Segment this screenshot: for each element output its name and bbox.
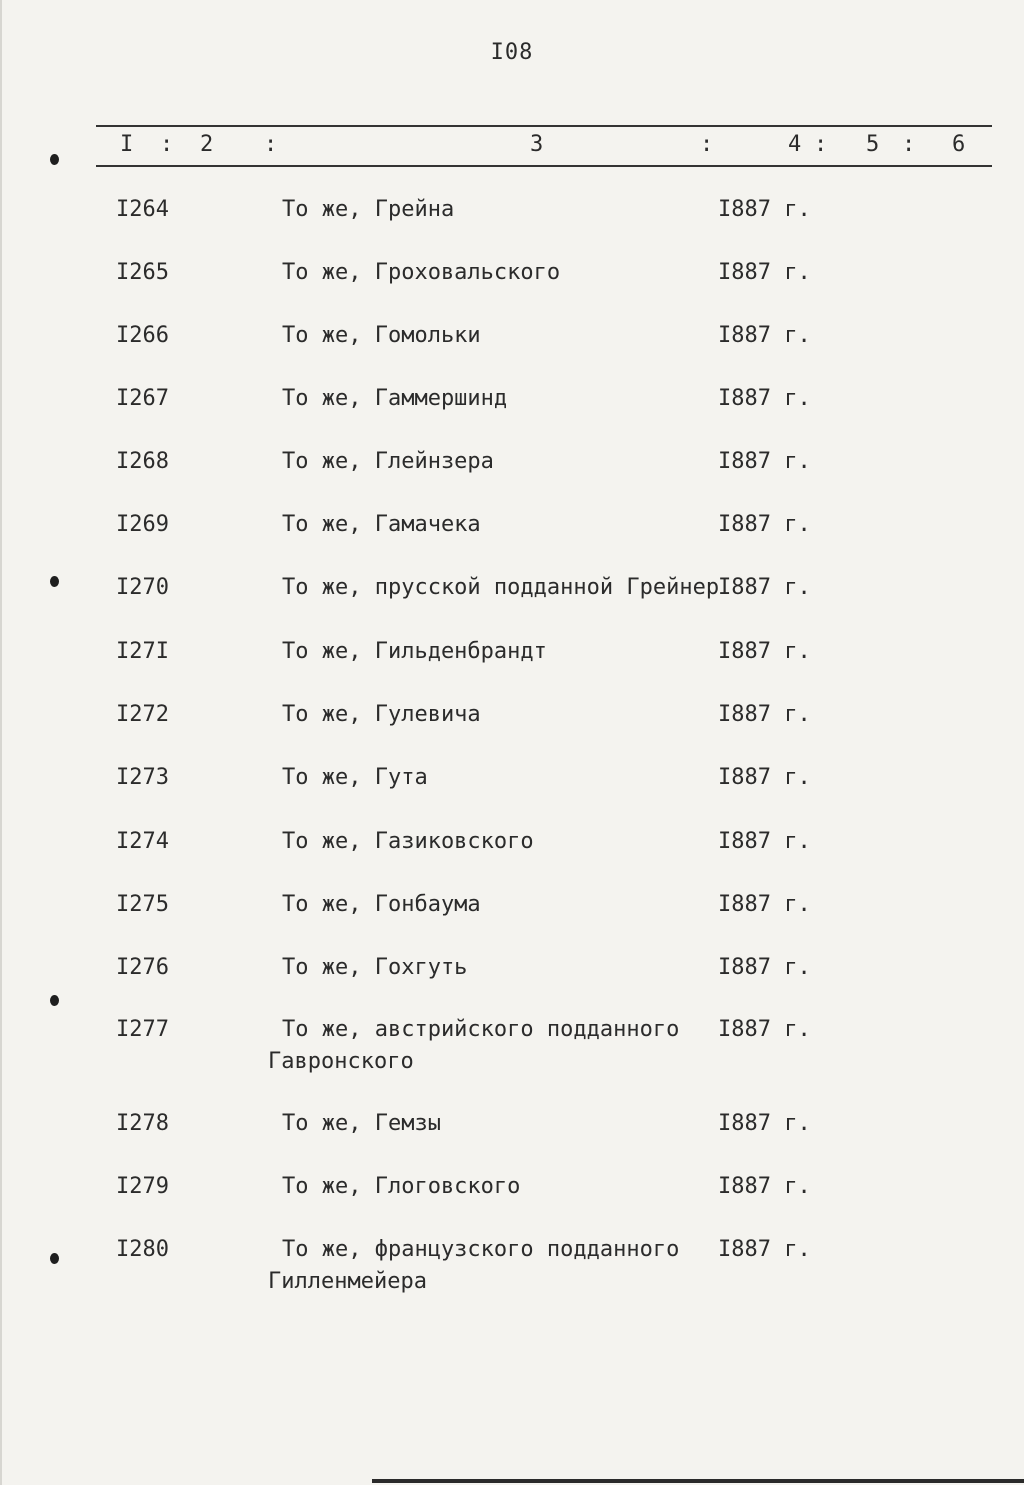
row-year: I887 г.: [718, 323, 811, 348]
row-description: То же, Гулевича: [282, 702, 481, 727]
row-description: То же, Глейнзера: [282, 449, 494, 474]
row-year: I887 г.: [718, 765, 811, 790]
row-year: I887 г.: [718, 829, 811, 854]
row-description: То же, Гемзы: [282, 1111, 441, 1136]
table-row: [0, 321, 1024, 351]
binder-hole-icon: [50, 995, 59, 1006]
table-row: [0, 1235, 1024, 1294]
scan-bottom-edge: [372, 1479, 1024, 1483]
header-col-1: I: [120, 132, 134, 157]
header-separator: :: [264, 132, 278, 157]
page-number: I08: [490, 40, 534, 65]
table-header-rule: [96, 165, 992, 167]
row-number: I272: [116, 702, 169, 727]
row-description: То же, австрийского подданного: [282, 1017, 680, 1042]
row-year: I887 г.: [718, 892, 811, 917]
row-year: I887 г.: [718, 1017, 811, 1042]
table-row: [0, 763, 1024, 793]
row-number: I266: [116, 323, 169, 348]
binder-hole-icon: [50, 1253, 59, 1264]
row-year: I887 г.: [718, 1237, 811, 1262]
table-row: [0, 1015, 1024, 1074]
row-description: То же, Глоговского: [282, 1174, 521, 1199]
row-description: То же, Гамачека: [282, 512, 481, 537]
row-year: I887 г.: [718, 260, 811, 285]
table-row: [0, 510, 1024, 540]
row-number: I267: [116, 386, 169, 411]
row-description: То же, прусской подданной Грейнер: [282, 575, 720, 600]
row-number: I276: [116, 955, 169, 980]
header-col-2: 2: [200, 132, 214, 157]
row-description: То же, Гута: [282, 765, 428, 790]
header-col-6: 6: [952, 132, 966, 157]
header-separator: :: [700, 132, 714, 157]
row-number: I277: [116, 1017, 169, 1042]
header-separator: :: [160, 132, 174, 157]
row-number: I268: [116, 449, 169, 474]
row-number: I279: [116, 1174, 169, 1199]
row-number: I280: [116, 1237, 169, 1262]
row-description: То же, Гомольки: [282, 323, 481, 348]
row-year: I887 г.: [718, 386, 811, 411]
row-number: I265: [116, 260, 169, 285]
row-description: То же, французского подданного: [282, 1237, 680, 1262]
binder-hole-icon: [50, 576, 59, 587]
row-year: I887 г.: [718, 575, 811, 600]
row-number: I27I: [116, 639, 169, 664]
row-number: I274: [116, 829, 169, 854]
table-row: [0, 384, 1024, 414]
table-row: [0, 1109, 1024, 1139]
row-number: I275: [116, 892, 169, 917]
row-number: I270: [116, 575, 169, 600]
table-row: [0, 827, 1024, 857]
row-description-continuation: Гавронского: [268, 1049, 414, 1074]
table-row: [0, 637, 1024, 667]
row-description: То же, Гаммершинд: [282, 386, 508, 411]
table-row: [0, 573, 1024, 603]
row-year: I887 г.: [718, 639, 811, 664]
header-separator: :: [902, 132, 916, 157]
table-row: [0, 890, 1024, 920]
row-description: То же, Гонбаума: [282, 892, 481, 917]
table-row: [0, 195, 1024, 225]
row-description: То же, Гильденбрандт: [282, 639, 547, 664]
table-row: [0, 447, 1024, 477]
table-row: [0, 700, 1024, 730]
row-year: I887 г.: [718, 702, 811, 727]
row-description: То же, Гроховальского: [282, 260, 561, 285]
header-col-4: 4: [788, 132, 802, 157]
header-separator: :: [814, 132, 828, 157]
binder-hole-icon: [50, 154, 59, 165]
row-description-continuation: Гилленмейера: [268, 1269, 427, 1294]
row-year: I887 г.: [718, 1111, 811, 1136]
row-year: I887 г.: [718, 512, 811, 537]
row-year: I887 г.: [718, 449, 811, 474]
row-year: I887 г.: [718, 1174, 811, 1199]
row-description: То же, Гохгуть: [282, 955, 468, 980]
row-number: I278: [116, 1111, 169, 1136]
row-year: I887 г.: [718, 955, 811, 980]
header-col-5: 5: [866, 132, 880, 157]
table-top-rule: [96, 125, 992, 127]
header-col-3: 3: [530, 132, 544, 157]
row-number: I269: [116, 512, 169, 537]
row-description: То же, Грейна: [282, 197, 455, 222]
row-number: I264: [116, 197, 169, 222]
table-row: [0, 953, 1024, 983]
table-row: [0, 258, 1024, 288]
row-number: I273: [116, 765, 169, 790]
row-year: I887 г.: [718, 197, 811, 222]
row-description: То же, Газиковского: [282, 829, 534, 854]
table-row: [0, 1172, 1024, 1202]
